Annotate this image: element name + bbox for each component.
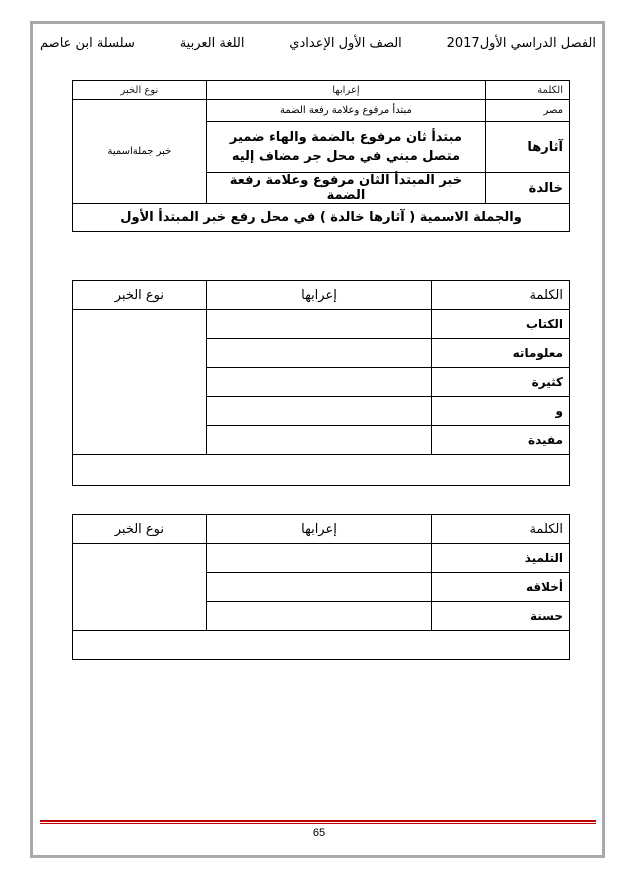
parsing-blank-cell[interactable] [206, 544, 432, 573]
word-cell: الكتاب [432, 310, 570, 339]
footer-divider [40, 820, 596, 822]
summary-cell: والجملة الاسمية ( آثارها خالدة ) في محل رفع خبر المبتدأ الأول [73, 204, 570, 232]
word-cell: التلميذ [432, 544, 570, 573]
word-cell: حسنة [432, 602, 570, 631]
footer-divider [40, 823, 596, 824]
header-parsing: إعرابها [206, 281, 431, 310]
header-parsing: إعرابها [206, 81, 485, 100]
header-term: الفصل الدراسي الأول2017 [446, 35, 596, 51]
parsing-blank-cell[interactable] [206, 339, 431, 368]
word-cell: أخلاقه [432, 573, 570, 602]
summary-row [73, 631, 570, 660]
parsing-blank-cell[interactable] [206, 573, 432, 602]
table-row [73, 544, 570, 573]
header-series: سلسلة ابن عاصم [40, 35, 135, 51]
header-type: نوع الخبر [73, 515, 207, 544]
header-type: نوع الخبر [73, 281, 207, 310]
header-word: الكلمة [432, 281, 570, 310]
word-cell: مفيدة [432, 426, 570, 455]
table-header-row [73, 281, 570, 310]
example-parsing-table [72, 80, 570, 232]
summary-row [73, 455, 570, 486]
word-cell: معلوماته [432, 339, 570, 368]
parsing-cell: خبر المبتدأ الثان مرفوع وعلامة رفعة الضمة [206, 173, 485, 204]
word-cell: كثيرة [432, 368, 570, 397]
page-header [40, 32, 596, 54]
parsing-blank-cell[interactable] [206, 368, 431, 397]
type-cell: خبر جملةاسمية [73, 100, 207, 204]
parsing-cell: مبتدأ مرفوع وعلامة رفعة الضمة [206, 100, 485, 122]
exercise-table-2 [72, 514, 570, 660]
parsing-blank-cell[interactable] [206, 397, 431, 426]
header-subject: اللغة العربية [179, 35, 245, 51]
parsing-blank-cell[interactable] [206, 426, 431, 455]
header-word: الكلمة [486, 81, 570, 100]
table-header-row [73, 515, 570, 544]
word-cell: آثارها [486, 122, 570, 173]
word-cell: خالدة [486, 173, 570, 204]
type-blank-cell[interactable] [73, 544, 207, 631]
table-header-row [73, 81, 570, 100]
header-parsing: إعرابها [206, 515, 432, 544]
word-cell: مصر [486, 100, 570, 122]
page-number: 65 [312, 827, 326, 839]
summary-blank-cell[interactable] [73, 631, 570, 660]
exercise-table-1 [72, 280, 570, 486]
parsing-cell: مبتدأ ثان مرفوع بالضمة والهاء ضمير متصل مبني في محل جر مضاف إليه [206, 122, 485, 173]
header-grade: الصف الأول الإعدادي [289, 35, 402, 51]
summary-row [73, 204, 570, 232]
table-row [73, 310, 570, 339]
word-cell: و [432, 397, 570, 426]
header-type: نوع الخبر [73, 81, 207, 100]
type-blank-cell[interactable] [73, 310, 207, 455]
parsing-blank-cell[interactable] [206, 310, 431, 339]
table-row [73, 100, 570, 122]
summary-blank-cell[interactable] [73, 455, 570, 486]
header-word: الكلمة [432, 515, 570, 544]
parsing-blank-cell[interactable] [206, 602, 432, 631]
